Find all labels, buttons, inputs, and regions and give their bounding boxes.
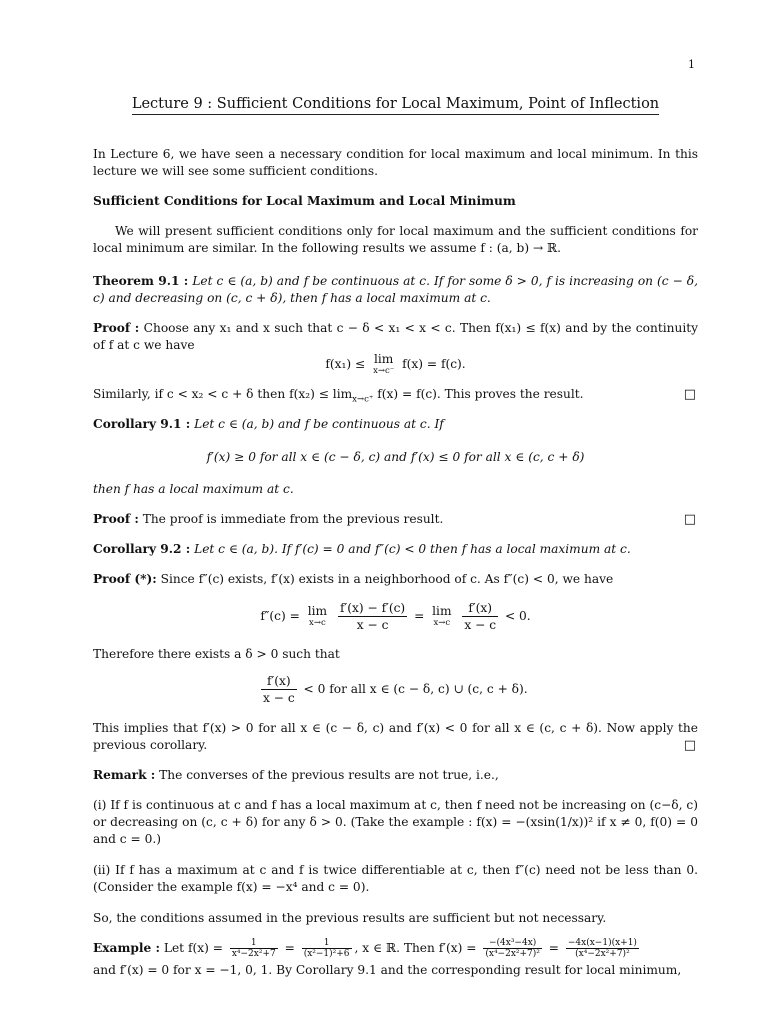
proof-text: Choose any x₁ and x such that c − δ < x₁ < x < c. Then f(x₁) ≤ f(x) and by the continuity of f at c we have	[93, 321, 698, 352]
example: Example : Let f(x) = $\frac{1}{\text{x⁴−2x²+7}}$ = $\frac{1}{\text{(x²−1)²+6}}$ , x ∈ ℝ. Then f′(x) = $\frac{\text{−(4x³−4x)}}{\text{(x⁴−2x²+7)²}}$ = $\frac{-4x(x-1)(x+1)}{\text{(x⁴−2x²+7)²}}$	[93, 938, 637, 959]
remark-item-1: (i) If f is continuous at c and f has a local maximum at c, then f need not be increasing on (c−δ, c) or decreasing on (c, c + δ) for any δ > 0. (Take the example : f(x) = −(xsin(1/x))² if x ≠ 0, f(0) = 0 and c = 0.)	[93, 798, 698, 846]
fraction: $\frac{\text{−(4x³−4x)}}{\text{(x⁴−2x²+7)²}}$	[485, 938, 540, 959]
remark-conclusion: So, the conditions assumed in the previous results are sufficient but not necessary.	[93, 911, 607, 925]
section-intro: We will present sufficient conditions only for local maximum and the sufficient conditions for local minimum are similar. In the following results we assume f : (a, b) → ℝ.	[93, 224, 698, 255]
qed-symbol: □	[683, 738, 696, 753]
fraction: $\frac{1}{\text{x⁴−2x²+7}}$	[231, 938, 276, 959]
qed-symbol: □	[683, 387, 696, 402]
proof-3	[93, 571, 698, 588]
fraction: $\frac{f'(x)}{x - c}$	[464, 601, 497, 632]
corollary-9-1	[93, 416, 698, 433]
corollary-label: Corollary 9.1 :	[93, 417, 191, 431]
intro-paragraph: In Lecture 6, we have seen a necessary condition for local maximum and local minimum. In this lecture we will see some sufficient conditions.	[93, 147, 698, 178]
document-page	[93, 0, 698, 1024]
lecture-title: Lecture 9 : Sufficient Conditions for Local Maximum, Point of Inflection	[93, 96, 698, 113]
limit-operator: lim x→c	[432, 604, 452, 628]
remark	[93, 767, 698, 784]
page-number: 1	[688, 58, 695, 71]
theorem-9-1	[93, 273, 698, 307]
corollary-9-1-equation: f′(x) ≥ 0 for all x ∈ (c − δ, c) and f′(x) ≤ 0 for all x ∈ (c, c + δ)	[206, 450, 585, 464]
proof-1-similarly: Similarly, if c < x₂ < c + δ then $f(x_2) \le \lim_{x\to c^+} f(x) = f(c)$. This proves the result.	[93, 387, 584, 405]
example-label: Example :	[93, 941, 160, 955]
theorem-text: Let c ∈ (a, b) and f be continuous at c. If for some δ > 0, f is increasing on (c − δ, c) and decreasing on (c, c + δ), then f has a local maximum at c.	[93, 274, 698, 305]
corollary-text: Let c ∈ (a, b). If f′(c) = 0 and f″(c) < 0 then f has a local maximum at c.	[194, 542, 631, 556]
proof-text: The proof is immediate from the previous result.	[142, 512, 444, 526]
example-line-2: and f′(x) = 0 for x = −1, 0, 1. By Corollary 9.1 and the corresponding result for local minimum,	[93, 963, 682, 977]
corollary-text: Let c ∈ (a, b) and f be continuous at c. If	[194, 417, 444, 431]
corollary-9-1-conclusion: then f has a local maximum at c.	[93, 482, 294, 496]
proof-label: Proof (*):	[93, 572, 157, 586]
proof-1-equation: f(x₁) ≤ lim x→c⁻ f(x) = f(c).	[325, 352, 466, 376]
proof-3-equation-2: $\frac{f'(x)}{x - c}$ < 0 for all x ∈ (c − δ, c) ∪ (c, c + δ).	[263, 674, 528, 705]
proof-1	[93, 320, 698, 354]
proof-label: Proof :	[93, 321, 140, 335]
remark-item-2: (ii) If f has a maximum at c and f is twice differentiable at c, then f″(c) need not be less than 0. (Consider the example f(x) = −x⁴ and c = 0).	[93, 863, 698, 894]
fraction: $\frac{f'(x) - f'(c)}{x - c}$	[339, 601, 406, 632]
corollary-9-2	[93, 541, 698, 558]
limit-operator: lim x→c⁻	[373, 352, 395, 376]
remark-text: The converses of the previous results are not true, i.e.,	[159, 768, 499, 782]
corollary-label: Corollary 9.2 :	[93, 542, 191, 556]
proof-label: Proof :	[93, 512, 139, 526]
fraction: $\frac{f'(x)}{x - c}$	[263, 674, 295, 705]
fraction: $\frac{-4x(x-1)(x+1)}{\text{(x⁴−2x²+7)²}}$	[567, 938, 637, 959]
limit-operator: lim x→c	[307, 604, 328, 628]
proof-text: Since f″(c) exists, f′(x) exists in a neighborhood of c. As f″(c) < 0, we have	[160, 572, 614, 586]
proof-3-therefore: Therefore there exists a δ > 0 such that	[93, 647, 340, 661]
proof-2	[93, 511, 698, 528]
section-heading: Sufficient Conditions for Local Maximum and Local Minimum	[93, 194, 516, 208]
qed-symbol: □	[683, 512, 696, 527]
fraction: $\frac{1}{\text{(x²−1)²+6}}$	[303, 938, 350, 959]
proof-3-conclusion: This implies that f′(x) > 0 for all x ∈ (c − δ, c) and f′(x) < 0 for all x ∈ (c, c + δ). Now apply the previous corollary.	[93, 721, 698, 752]
proof-3-equation: f″(c) = lim x→c $\frac{f'(x) - f'(c)}{x - c}$ = lim x→c $\frac{f'(x)}{x - c}$ < 0.	[260, 601, 531, 632]
remark-label: Remark :	[93, 768, 156, 782]
theorem-label: Theorem 9.1 :	[93, 274, 189, 288]
